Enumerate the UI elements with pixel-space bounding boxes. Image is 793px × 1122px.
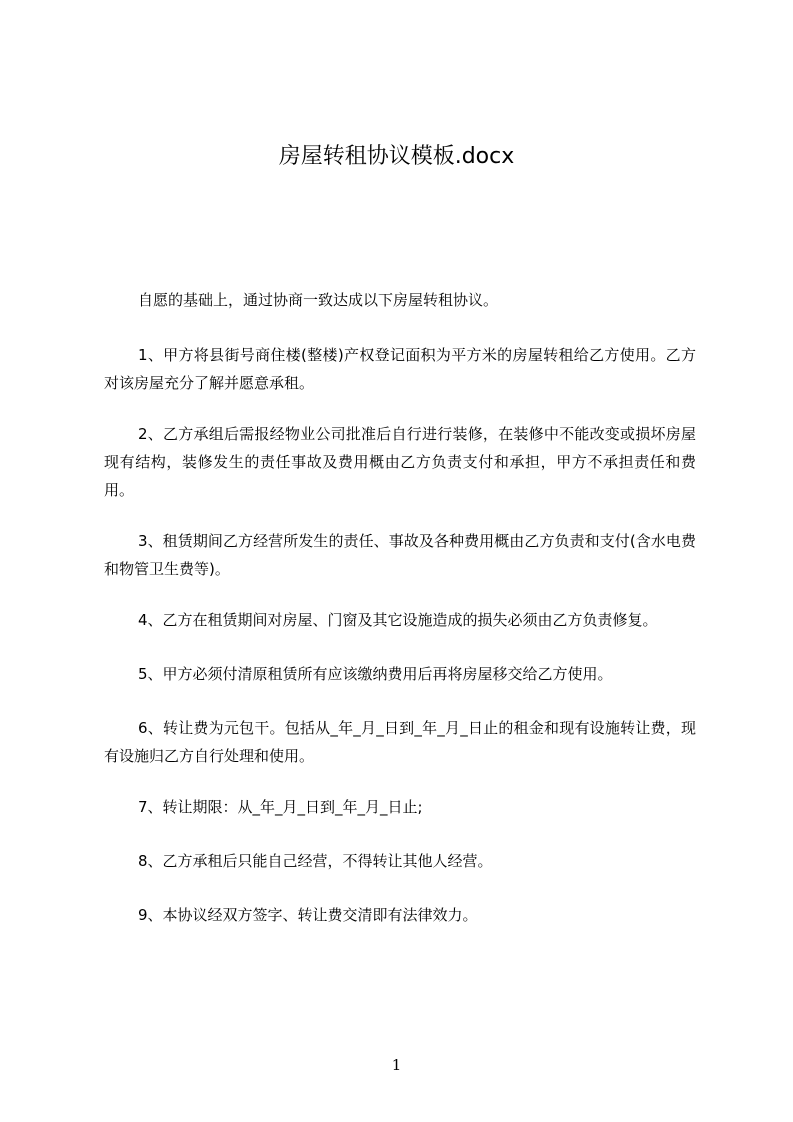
paragraph-text: 8、乙方承租后只能自己经营，不得转让其他人经营。	[138, 852, 493, 870]
paragraph-clause-2	[104, 420, 696, 504]
paragraph-clause-8	[104, 847, 696, 875]
paragraph-clause-7	[104, 793, 696, 821]
paragraph-clause-5	[104, 660, 696, 688]
paragraph-intro	[104, 286, 696, 314]
paragraph-text: 7、转让期限：从_年_月_日到_年_月_日止;	[138, 798, 423, 816]
paragraph-clause-4	[104, 606, 696, 634]
paragraph-clause-9	[104, 901, 696, 929]
paragraph-text: 9、本协议经双方签字、转让费交清即有法律效力。	[138, 906, 478, 924]
paragraph-text: 3、租赁期间乙方经营所发生的责任、事故及各种费用概由乙方负责和支付(含水电费和物管卫生费等)。	[104, 532, 696, 578]
paragraph-clause-1	[104, 341, 696, 397]
paragraph-text: 5、甲方必须付清原租赁所有应该缴纳费用后再将房屋移交给乙方使用。	[138, 665, 613, 683]
page-number: 1	[391, 1056, 402, 1074]
paragraph-text: 4、乙方在租赁期间对房屋、门窗及其它设施造成的损失必须由乙方负责修复。	[138, 611, 658, 629]
paragraph-text: 6、转让费为元包干。包括从_年_月_日到_年_月_日止的租金和现有设施转让费，现有设施归乙方自行处理和使用。	[104, 719, 696, 765]
paragraph-text: 1、甲方将县街号商住楼(整楼)产权登记面积为平方米的房屋转租给乙方使用。乙方对该房屋充分了解并愿意承租。	[104, 346, 696, 392]
document-title: 房屋转租协议模板.docx	[278, 144, 515, 169]
paragraph-clause-6	[104, 714, 696, 770]
paragraph-text: 自愿的基础上，通过协商一致达成以下房屋转租协议。	[138, 291, 499, 309]
paragraph-clause-3	[104, 527, 696, 583]
paragraph-text: 2、乙方承组后需报经物业公司批准后自行进行装修，在装修中不能改变或损坏房屋现有结构，装修发生的责任事故及费用概由乙方负责支付和承担，甲方不承担责任和费用。	[104, 425, 696, 499]
